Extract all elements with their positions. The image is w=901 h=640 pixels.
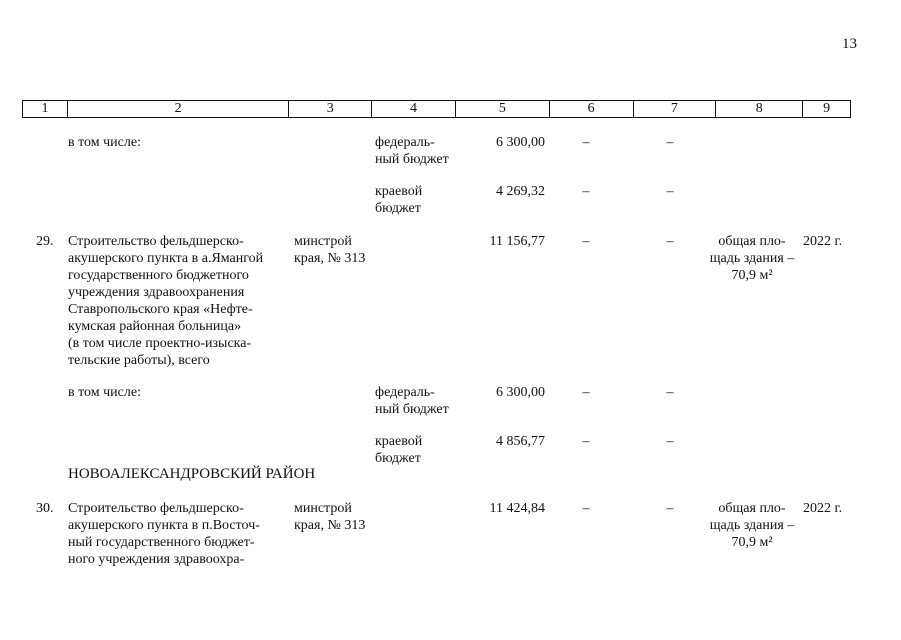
- col-header-1: 1: [23, 101, 68, 117]
- building-area-line: 70,9 м²: [731, 268, 773, 283]
- building-area-line: щадь здания –: [709, 251, 795, 266]
- project-name-line: Ставропольского края «Нефте-: [68, 302, 253, 317]
- page-number: 13: [842, 36, 857, 52]
- funding-source-federal: федераль- ный бюджет: [375, 135, 449, 167]
- dash-col7: –: [666, 501, 674, 516]
- dash-col6: –: [582, 234, 590, 249]
- dash-col6: –: [582, 135, 590, 150]
- project-name-line: ный государственного бюджет-: [68, 535, 255, 550]
- project-name-line: государственного бюджетного: [68, 268, 249, 283]
- amount-federal: 6 300,00: [496, 385, 545, 400]
- col-header-7: 7: [634, 101, 717, 117]
- section-title: НОВОАЛЕКСАНДРОВСКИЙ РАЙОН: [68, 466, 316, 482]
- building-area-line: щадь здания –: [709, 518, 795, 533]
- dash-col6: –: [582, 385, 590, 400]
- dash-col7: –: [666, 234, 674, 249]
- dash-col7: –: [666, 434, 674, 449]
- funding-source-regional: краевой бюджет: [375, 434, 423, 466]
- col-header-8: 8: [716, 101, 803, 117]
- row-number: 29.: [36, 234, 54, 249]
- col-header-5: 5: [456, 101, 550, 117]
- dash-col6: –: [582, 501, 590, 516]
- total-amount: 11 424,84: [489, 501, 545, 516]
- project-name-line: акушерского пункта в п.Восточ-: [68, 518, 260, 533]
- including-label: в том числе:: [68, 135, 141, 150]
- building-area: [702, 500, 802, 551]
- amount-regional: 4 269,32: [496, 184, 545, 199]
- col-header-3: 3: [289, 101, 372, 117]
- funding-source-federal: федераль- ный бюджет: [375, 385, 449, 417]
- project-name: [68, 233, 282, 369]
- dash-col7: –: [666, 385, 674, 400]
- dash-col6: –: [582, 434, 590, 449]
- project-name-line: тельские работы), всего: [68, 353, 210, 368]
- amount-federal: 6 300,00: [496, 135, 545, 150]
- project-name-line: акушерского пункта в а.Ямангой: [68, 251, 264, 266]
- building-area-line: общая пло-: [718, 234, 786, 249]
- funding-source-regional: краевой бюджет: [375, 184, 423, 216]
- row-number: 30.: [36, 501, 54, 516]
- building-area-line: общая пло-: [718, 501, 786, 516]
- responsible-ministry: минстрой края, № 313: [294, 501, 366, 533]
- project-name: [68, 500, 282, 568]
- responsible-ministry: минстрой края, № 313: [294, 234, 366, 266]
- completion-year: 2022 г.: [803, 501, 843, 516]
- project-name-line: кумская районная больница»: [68, 319, 242, 334]
- project-name-line: учреждения здравоохранения: [68, 285, 245, 300]
- dash-col7: –: [666, 184, 674, 199]
- project-name-line: Строительство фельдшерско-: [68, 501, 244, 516]
- building-area-line: 70,9 м²: [731, 535, 773, 550]
- col-header-4: 4: [372, 101, 456, 117]
- col-header-6: 6: [550, 101, 634, 117]
- completion-year: 2022 г.: [803, 234, 843, 249]
- dash-col7: –: [666, 135, 674, 150]
- col-header-9: 9: [823, 101, 831, 116]
- dash-col6: –: [582, 184, 590, 199]
- project-name-line: Строительство фельдшерско-: [68, 234, 244, 249]
- table-header-row: [22, 100, 851, 118]
- project-name-line: (в том числе проектно-изыска-: [68, 336, 252, 351]
- project-name-line: ного учреждения здравоохра-: [68, 552, 245, 567]
- including-label: в том числе:: [68, 385, 141, 400]
- building-area: [702, 233, 802, 284]
- total-amount: 11 156,77: [489, 234, 545, 249]
- amount-regional: 4 856,77: [496, 434, 545, 449]
- col-header-2: 2: [68, 101, 289, 117]
